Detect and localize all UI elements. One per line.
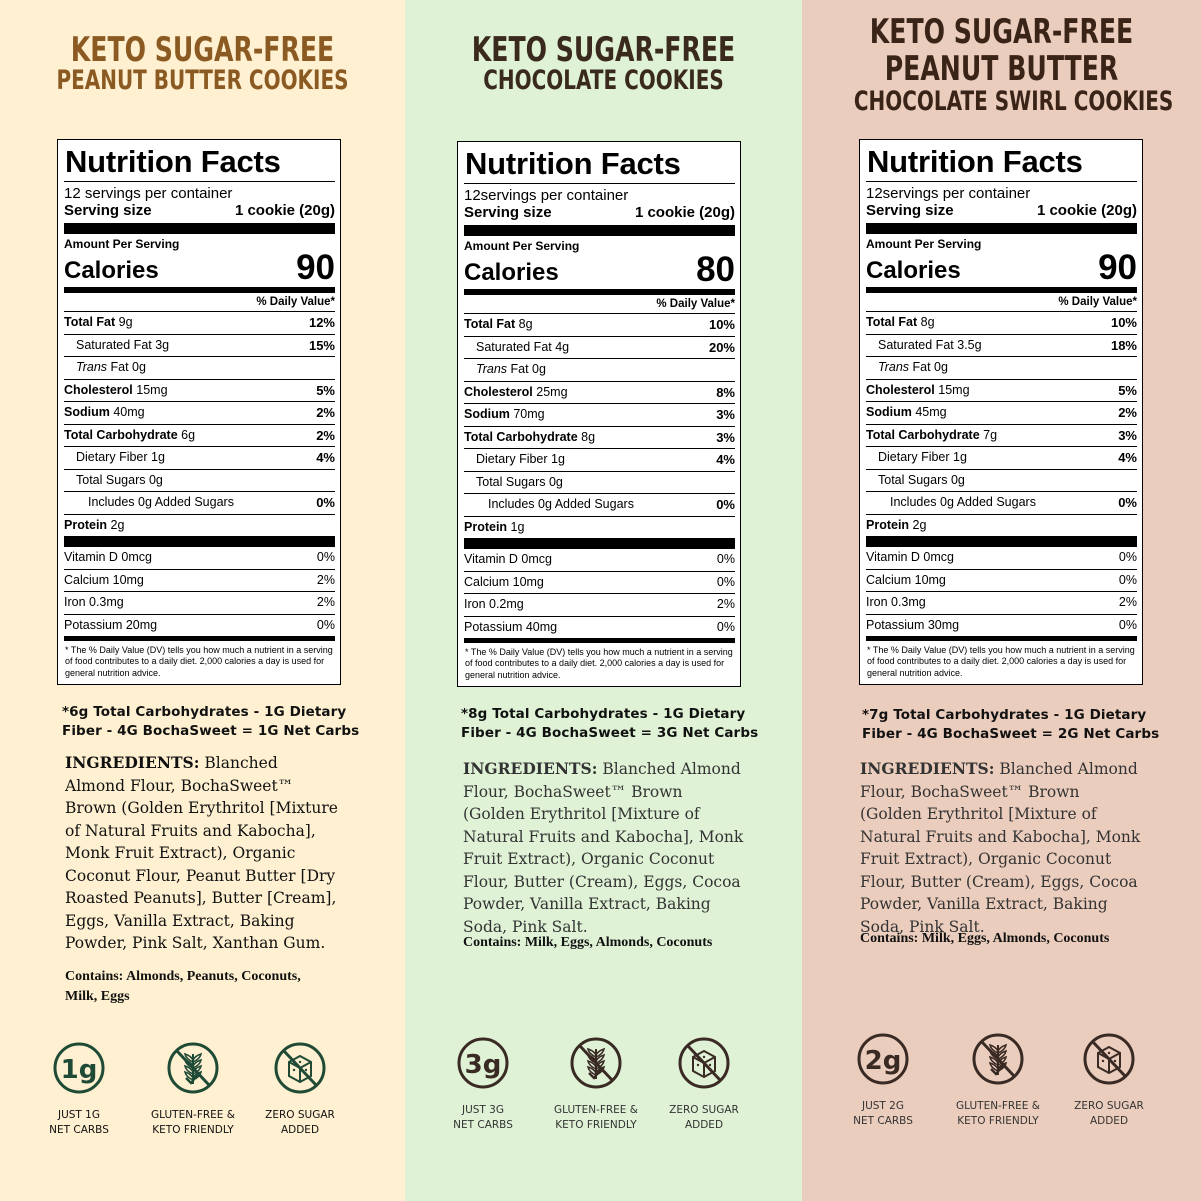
product-title-line: KETO SUGAR-FREE	[70, 30, 335, 70]
net-carbs-statement: *6g Total Carbohydrates - 1G Dietary Fiber - 4G BochaSweet = 1G Net Carbs	[62, 704, 360, 739]
divider-thick	[866, 536, 1137, 547]
trans-label: Trans	[878, 360, 910, 374]
potassium-row	[866, 615, 1137, 641]
trans-fat-row	[866, 357, 1137, 380]
badge-caption-line: NET CARBS	[453, 1119, 513, 1131]
divider-thick	[866, 223, 1137, 234]
cholesterol-row-text	[464, 382, 568, 404]
total-sugars-row	[64, 470, 335, 493]
total-sugars-text: Total Sugars 0g	[878, 472, 965, 487]
product-title-line: CHOCOLATE SWIRL COOKIES	[853, 86, 1174, 117]
nutrient-amount: 40mg	[113, 405, 145, 419]
product-panel	[0, 0, 405, 1201]
total-carbohydrate-row	[64, 425, 335, 448]
net-carbs-statement: *8g Total Carbohydrates - 1G Dietary Fiber - 4G BochaSweet = 3G Net Carbs	[461, 706, 759, 741]
ingredients-heading: INGREDIENTS:	[463, 759, 598, 778]
dietary-fiber-row-text	[476, 449, 565, 471]
added-sugars-text: Includes 0g Added Sugars	[488, 497, 634, 511]
nutrient-amount: 3g	[155, 337, 170, 352]
badge-caption-line: ADDED	[280, 1124, 320, 1136]
protein-text	[64, 515, 124, 537]
dietary-fiber-row	[464, 449, 735, 472]
vitamin-daily-value: 2%	[316, 595, 335, 609]
added-sugars-row	[866, 492, 1137, 515]
badge-caption-line: ZERO SUGAR	[669, 1104, 739, 1116]
total-fat-row-text	[464, 314, 533, 336]
protein-row	[464, 517, 735, 539]
total-carbohydrate-row	[464, 427, 735, 450]
feature-badge	[245, 1040, 355, 1138]
badge-caption	[541, 1103, 651, 1133]
total-sugars-text: Total Sugars 0g	[76, 472, 163, 487]
badge-caption-line: GLUTEN-FREE &	[554, 1104, 638, 1116]
total-fat-row-text	[64, 312, 133, 334]
allergen-contains: Contains: Milk, Eggs, Almonds, Coconuts	[463, 935, 713, 950]
product-title-line: KETO SUGAR-FREE	[471, 30, 736, 70]
nutrient-label: Total Fat	[866, 315, 918, 329]
product-title-line: PEANUT BUTTER COOKIES	[56, 65, 349, 96]
daily-value-header: % Daily Value*	[866, 293, 1137, 312]
nutrient-daily-value: 15%	[308, 337, 335, 353]
daily-value-header: % Daily Value*	[464, 295, 735, 314]
saturated-fat-row	[64, 335, 335, 358]
calcium-row	[866, 570, 1137, 593]
nutrient-amount: 6g	[181, 427, 196, 442]
divider-thick	[464, 225, 735, 236]
nutrient-label: Saturated Fat	[878, 337, 954, 352]
vitamin-label: Potassium 40mg	[464, 619, 558, 634]
trans-fat-amount: Fat 0g	[110, 360, 146, 374]
nutrition-facts-heading: Nutrition Facts	[64, 145, 335, 182]
protein-label: Protein	[866, 517, 910, 532]
feature-badge	[828, 1031, 938, 1129]
daily-value-header: % Daily Value*	[64, 293, 335, 312]
feature-badge	[138, 1040, 248, 1138]
vitamin-daily-value: 0%	[716, 552, 735, 566]
nutrient-amount: 45mg	[915, 405, 947, 419]
zero-sugar-cube-icon	[1081, 1031, 1137, 1087]
calories-row	[464, 252, 735, 287]
ingredients-list: Blanched Almond Flour, BochaSweet™ Brown (Golden Erythritol [Mixture of Natural Fruits and Kabocha], Monk Fruit Extract), Organic Coconut Flour, Peanut Butter [Dry Roasted Peanuts], Butter [Cream], Eggs, Vanilla Extract, Baking Powder, Pink Salt, Xanthan Gum.	[65, 754, 338, 952]
sodium-row-text	[64, 402, 145, 424]
nutrient-amount: 1g	[551, 452, 565, 466]
svg-text:3g: 3g	[464, 1050, 502, 1080]
serving-size-row	[464, 204, 735, 222]
ingredients-heading: INGREDIENTS:	[860, 759, 995, 778]
trans-label: Trans	[476, 362, 508, 376]
svg-text:1g: 1g	[60, 1055, 98, 1085]
gluten-free-wheat-icon	[165, 1040, 221, 1096]
vitamin-d-row	[64, 547, 335, 570]
badge-caption	[828, 1099, 938, 1129]
protein-amount: 2g	[912, 517, 927, 532]
potassium-row	[464, 617, 735, 643]
vitamin-daily-value: 0%	[316, 617, 335, 632]
serving-size-value: 1 cookie (20g)	[234, 202, 335, 219]
badge-caption-line: JUST 2G	[861, 1100, 904, 1112]
protein-text	[464, 517, 524, 539]
nutrient-label: Dietary Fiber	[76, 450, 148, 464]
calories-value: 80	[696, 250, 735, 289]
allergen-contains: Contains: Almonds, Peanuts, Coconuts, Milk, Eggs	[65, 969, 301, 1004]
product-title-line: KETO SUGAR-FREE	[869, 12, 1134, 52]
trans-fat-row	[464, 359, 735, 382]
ingredients-list: Blanched Almond Flour, BochaSweet™ Brown (Golden Erythritol [Mixture of Natural Fruits and Kabocha], Monk Fruit Extract), Organic Coconut Flour, Butter (Cream), Eggs, Cocoa Powder, Vanilla Extract, Baking Soda, Pink Salt.	[860, 760, 1141, 936]
saturated-fat-row-text	[76, 335, 169, 357]
servings-per-container: 12servings per container	[866, 185, 1031, 202]
net-carbs-statement: *7g Total Carbohydrates - 1G Dietary Fiber - 4G BochaSweet = 2G Net Carbs	[862, 707, 1160, 742]
badge-caption-line: KETO FRIENDLY	[152, 1124, 234, 1136]
total-carbohydrate-row-text	[464, 427, 595, 449]
vitamin-label: Calcium 10mg	[64, 572, 144, 587]
badge-caption-line: JUST 1G	[57, 1109, 100, 1121]
trans-fat-text	[878, 357, 948, 379]
badge-caption-line: GLUTEN-FREE &	[151, 1109, 235, 1121]
nutrient-amount: 4g	[555, 339, 570, 354]
nutrient-amount: 3.5g	[957, 337, 982, 352]
svg-text:2g: 2g	[864, 1046, 902, 1076]
nutrient-daily-value: 10%	[708, 317, 735, 332]
trans-fat-text	[476, 359, 546, 381]
nutrient-label: Sodium	[64, 405, 110, 419]
badge-caption-line: ADDED	[684, 1119, 724, 1131]
vitamin-label: Potassium 20mg	[64, 617, 158, 632]
nutrient-label: Total Carbohydrate	[866, 427, 980, 442]
product-title-line: PEANUT BUTTER	[884, 49, 1119, 89]
nutrient-label: Sodium	[464, 407, 510, 421]
vitamin-label: Vitamin D 0mcg	[464, 552, 552, 566]
ingredients-heading: INGREDIENTS:	[65, 753, 200, 772]
total-carbohydrate-row-text	[64, 425, 195, 447]
saturated-fat-row-text	[878, 335, 982, 357]
nutrient-label: Total Fat	[64, 315, 116, 329]
vitamin-daily-value: 0%	[716, 574, 735, 589]
gluten-free-wheat-icon	[970, 1031, 1026, 1087]
calories-label: Calories	[64, 257, 159, 284]
sodium-row-text	[464, 404, 545, 426]
total-sugars-text: Total Sugars 0g	[476, 474, 563, 489]
ingredients-block	[463, 758, 748, 938]
total-carbohydrate-row	[866, 425, 1137, 448]
sodium-row	[464, 404, 735, 427]
divider-thick	[64, 536, 335, 547]
nutrient-label: Cholesterol	[64, 382, 133, 397]
nutrient-daily-value: 5%	[1118, 382, 1137, 398]
vitamin-daily-value: 0%	[316, 550, 335, 564]
calories-row	[866, 250, 1137, 285]
nutrition-facts-label	[859, 139, 1143, 685]
nutrient-label: Total Carbohydrate	[64, 427, 178, 442]
nutrient-label: Sodium	[866, 405, 912, 419]
protein-row	[64, 515, 335, 537]
calcium-row	[64, 570, 335, 593]
servings-per-container: 12servings per container	[464, 187, 629, 204]
serving-size-label: Serving size	[866, 202, 954, 219]
nutrient-daily-value: 10%	[1110, 315, 1137, 330]
total-fat-row	[866, 312, 1137, 335]
serving-size-label: Serving size	[64, 202, 152, 219]
total-sugars-row	[866, 470, 1137, 493]
vitamin-d-row	[866, 547, 1137, 570]
serving-size-label: Serving size	[464, 204, 552, 221]
vitamin-label: Vitamin D 0mcg	[64, 550, 152, 564]
nutrition-facts-label	[57, 139, 341, 685]
trans-fat-text	[76, 357, 146, 379]
badge-caption	[24, 1108, 134, 1138]
servings-per-container: 12 servings per container	[64, 185, 233, 202]
badge-caption	[138, 1108, 248, 1138]
added-sugars-daily-value: 0%	[316, 495, 335, 510]
nutrient-daily-value: 12%	[308, 315, 335, 330]
vitamin-label: Calcium 10mg	[866, 572, 946, 587]
badge-caption-line: KETO FRIENDLY	[957, 1115, 1039, 1127]
nutrient-label: Total Fat	[464, 317, 516, 331]
nutrient-amount: 15mg	[136, 382, 168, 397]
total-sugars-row	[464, 472, 735, 495]
nutrition-facts-heading: Nutrition Facts	[866, 145, 1137, 182]
trans-label: Trans	[76, 360, 108, 374]
daily-value-footnote: * The % Daily Value (DV) tells you how much a nutrient in a serving of food contributes to a daily diet. 2,000 calories a day is used for general nutrition advice.	[65, 644, 333, 678]
nutrient-amount: 9g	[118, 315, 133, 329]
nutrient-daily-value: 20%	[708, 339, 735, 355]
badge-caption	[245, 1108, 355, 1138]
1g-net-carbs-icon	[51, 1040, 107, 1096]
badge-caption-line: GLUTEN-FREE &	[956, 1100, 1040, 1112]
iron-row	[866, 592, 1137, 615]
total-carbohydrate-row-text	[866, 425, 997, 447]
badge-caption-line: JUST 3G	[461, 1104, 504, 1116]
amount-per-serving: Amount Per Serving	[866, 237, 982, 251]
nutrient-daily-value: 2%	[1118, 405, 1137, 420]
nutrient-label: Total Carbohydrate	[464, 429, 578, 444]
cholesterol-row	[64, 380, 335, 403]
nutrient-amount: 1g	[953, 450, 967, 464]
vitamin-daily-value: 2%	[1118, 595, 1137, 609]
added-sugars-row	[464, 494, 735, 517]
nutrition-facts-label	[457, 141, 741, 687]
sodium-row	[866, 402, 1137, 425]
nutrient-daily-value: 5%	[316, 382, 335, 398]
nutrient-label: Dietary Fiber	[878, 450, 950, 464]
product-panel	[802, 0, 1201, 1201]
protein-label: Protein	[64, 517, 108, 532]
product-panel	[405, 0, 802, 1201]
feature-badge	[649, 1035, 759, 1133]
divider-thick	[64, 223, 335, 234]
nutrient-label: Cholesterol	[866, 382, 935, 397]
badge-caption-line: NET CARBS	[49, 1124, 109, 1136]
amount-per-serving: Amount Per Serving	[464, 239, 580, 253]
nutrient-daily-value: 3%	[716, 429, 735, 445]
nutrient-amount: 70mg	[513, 407, 545, 421]
vitamin-daily-value: 0%	[1118, 572, 1137, 587]
nutrient-daily-value: 4%	[716, 452, 735, 467]
cholesterol-row-text	[64, 380, 168, 402]
added-sugars-text: Includes 0g Added Sugars	[890, 495, 1036, 509]
badge-caption	[943, 1099, 1053, 1129]
calories-label: Calories	[866, 257, 961, 284]
vitamin-label: Potassium 30mg	[866, 617, 960, 632]
trans-fat-row	[64, 357, 335, 380]
protein-text	[866, 515, 926, 537]
ingredients-block	[860, 758, 1145, 938]
serving-size-row	[866, 202, 1137, 220]
calories-row	[64, 250, 335, 285]
ingredients-block	[65, 752, 340, 955]
3g-net-carbs-icon	[455, 1035, 511, 1091]
vitamin-label: Iron 0.3mg	[64, 595, 124, 609]
badge-caption-line: ADDED	[1089, 1115, 1129, 1127]
badge-caption	[428, 1103, 538, 1133]
feature-badge	[541, 1035, 651, 1133]
nutrient-amount: 8g	[920, 315, 935, 329]
serving-size-row	[64, 202, 335, 220]
serving-size-value: 1 cookie (20g)	[634, 204, 735, 221]
cholesterol-row-text	[866, 380, 970, 402]
badge-caption-line: KETO FRIENDLY	[555, 1119, 637, 1131]
added-sugars-text: Includes 0g Added Sugars	[88, 495, 234, 509]
nutrient-label: Saturated Fat	[476, 339, 552, 354]
dietary-fiber-row	[866, 447, 1137, 470]
nutrient-daily-value: 4%	[1118, 450, 1137, 465]
total-fat-row	[64, 312, 335, 335]
nutrient-daily-value: 18%	[1110, 337, 1137, 353]
vitamin-daily-value: 2%	[716, 597, 735, 611]
badge-caption-line: NET CARBS	[853, 1115, 913, 1127]
added-sugars-row	[64, 492, 335, 515]
gluten-free-wheat-icon	[568, 1035, 624, 1091]
potassium-row	[64, 615, 335, 641]
added-sugars-daily-value: 0%	[716, 497, 735, 512]
dietary-fiber-row-text	[878, 447, 967, 469]
protein-amount: 1g	[510, 519, 525, 534]
feature-badge	[24, 1040, 134, 1138]
iron-row	[464, 594, 735, 617]
ingredients-list: Blanched Almond Flour, BochaSweet™ Brown (Golden Erythritol [Mixture of Natural Fruits and Kabocha], Monk Fruit Extract), Organic Coconut Flour, Butter (Cream), Eggs, Cocoa Powder, Vanilla Extract, Baking Soda, Pink Salt.	[463, 760, 744, 936]
badge-caption	[649, 1103, 759, 1133]
divider-thick	[464, 538, 735, 549]
vitamin-label: Iron 0.3mg	[866, 595, 926, 609]
daily-value-footnote: * The % Daily Value (DV) tells you how much a nutrient in a serving of food contributes to a daily diet. 2,000 calories a day is used for general nutrition advice.	[867, 644, 1135, 678]
vitamin-d-row	[464, 549, 735, 572]
total-fat-row	[464, 314, 735, 337]
nutrient-daily-value: 4%	[316, 450, 335, 465]
calories-label: Calories	[464, 259, 559, 286]
nutrient-amount: 15mg	[938, 382, 970, 397]
daily-value-footnote: * The % Daily Value (DV) tells you how much a nutrient in a serving of food contributes to a daily diet. 2,000 calories a day is used for general nutrition advice.	[465, 646, 733, 680]
vitamin-daily-value: 0%	[1118, 550, 1137, 564]
vitamin-label: Vitamin D 0mcg	[866, 550, 954, 564]
feature-badge	[428, 1035, 538, 1133]
saturated-fat-row-text	[476, 337, 569, 359]
saturated-fat-row	[464, 337, 735, 360]
nutrient-label: Saturated Fat	[76, 337, 152, 352]
nutrient-amount: 7g	[983, 427, 998, 442]
cholesterol-row	[866, 380, 1137, 403]
nutrient-label: Cholesterol	[464, 384, 533, 399]
nutrient-daily-value: 2%	[316, 427, 335, 443]
sodium-row	[64, 402, 335, 425]
nutrient-amount: 25mg	[536, 384, 568, 399]
vitamin-label: Iron 0.2mg	[464, 597, 524, 611]
allergen-contains: Contains: Milk, Eggs, Almonds, Coconuts	[860, 931, 1110, 946]
zero-sugar-cube-icon	[272, 1040, 328, 1096]
protein-amount: 2g	[110, 517, 125, 532]
nutrient-amount: 8g	[581, 429, 596, 444]
calories-value: 90	[1098, 248, 1137, 287]
iron-row	[64, 592, 335, 615]
nutrition-facts-heading: Nutrition Facts	[464, 147, 735, 184]
sodium-row-text	[866, 402, 947, 424]
nutrient-amount: 8g	[518, 317, 533, 331]
nutrient-daily-value: 8%	[716, 384, 735, 400]
nutrient-label: Dietary Fiber	[476, 452, 548, 466]
nutrient-amount: 1g	[151, 450, 165, 464]
nutrient-daily-value: 2%	[316, 405, 335, 420]
calcium-row	[464, 572, 735, 595]
nutrient-daily-value: 3%	[716, 407, 735, 422]
amount-per-serving: Amount Per Serving	[64, 237, 180, 251]
vitamin-daily-value: 0%	[1118, 617, 1137, 632]
saturated-fat-row	[866, 335, 1137, 358]
calories-value: 90	[296, 248, 335, 287]
protein-label: Protein	[464, 519, 508, 534]
zero-sugar-cube-icon	[676, 1035, 732, 1091]
nutrient-daily-value: 3%	[1118, 427, 1137, 443]
badge-caption-line: ZERO SUGAR	[1074, 1100, 1144, 1112]
badge-caption	[1054, 1099, 1164, 1129]
dietary-fiber-row	[64, 447, 335, 470]
trans-fat-amount: Fat 0g	[912, 360, 948, 374]
protein-row	[866, 515, 1137, 537]
vitamin-daily-value: 2%	[316, 572, 335, 587]
cholesterol-row	[464, 382, 735, 405]
feature-badge	[1054, 1031, 1164, 1129]
dietary-fiber-row-text	[76, 447, 165, 469]
vitamin-label: Calcium 10mg	[464, 574, 544, 589]
2g-net-carbs-icon	[855, 1031, 911, 1087]
badge-caption-line: ZERO SUGAR	[265, 1109, 335, 1121]
added-sugars-daily-value: 0%	[1118, 495, 1137, 510]
trans-fat-amount: Fat 0g	[510, 362, 546, 376]
vitamin-daily-value: 0%	[716, 619, 735, 634]
product-title-line: CHOCOLATE COOKIES	[483, 65, 724, 96]
feature-badge	[943, 1031, 1053, 1129]
total-fat-row-text	[866, 312, 935, 334]
serving-size-value: 1 cookie (20g)	[1036, 202, 1137, 219]
